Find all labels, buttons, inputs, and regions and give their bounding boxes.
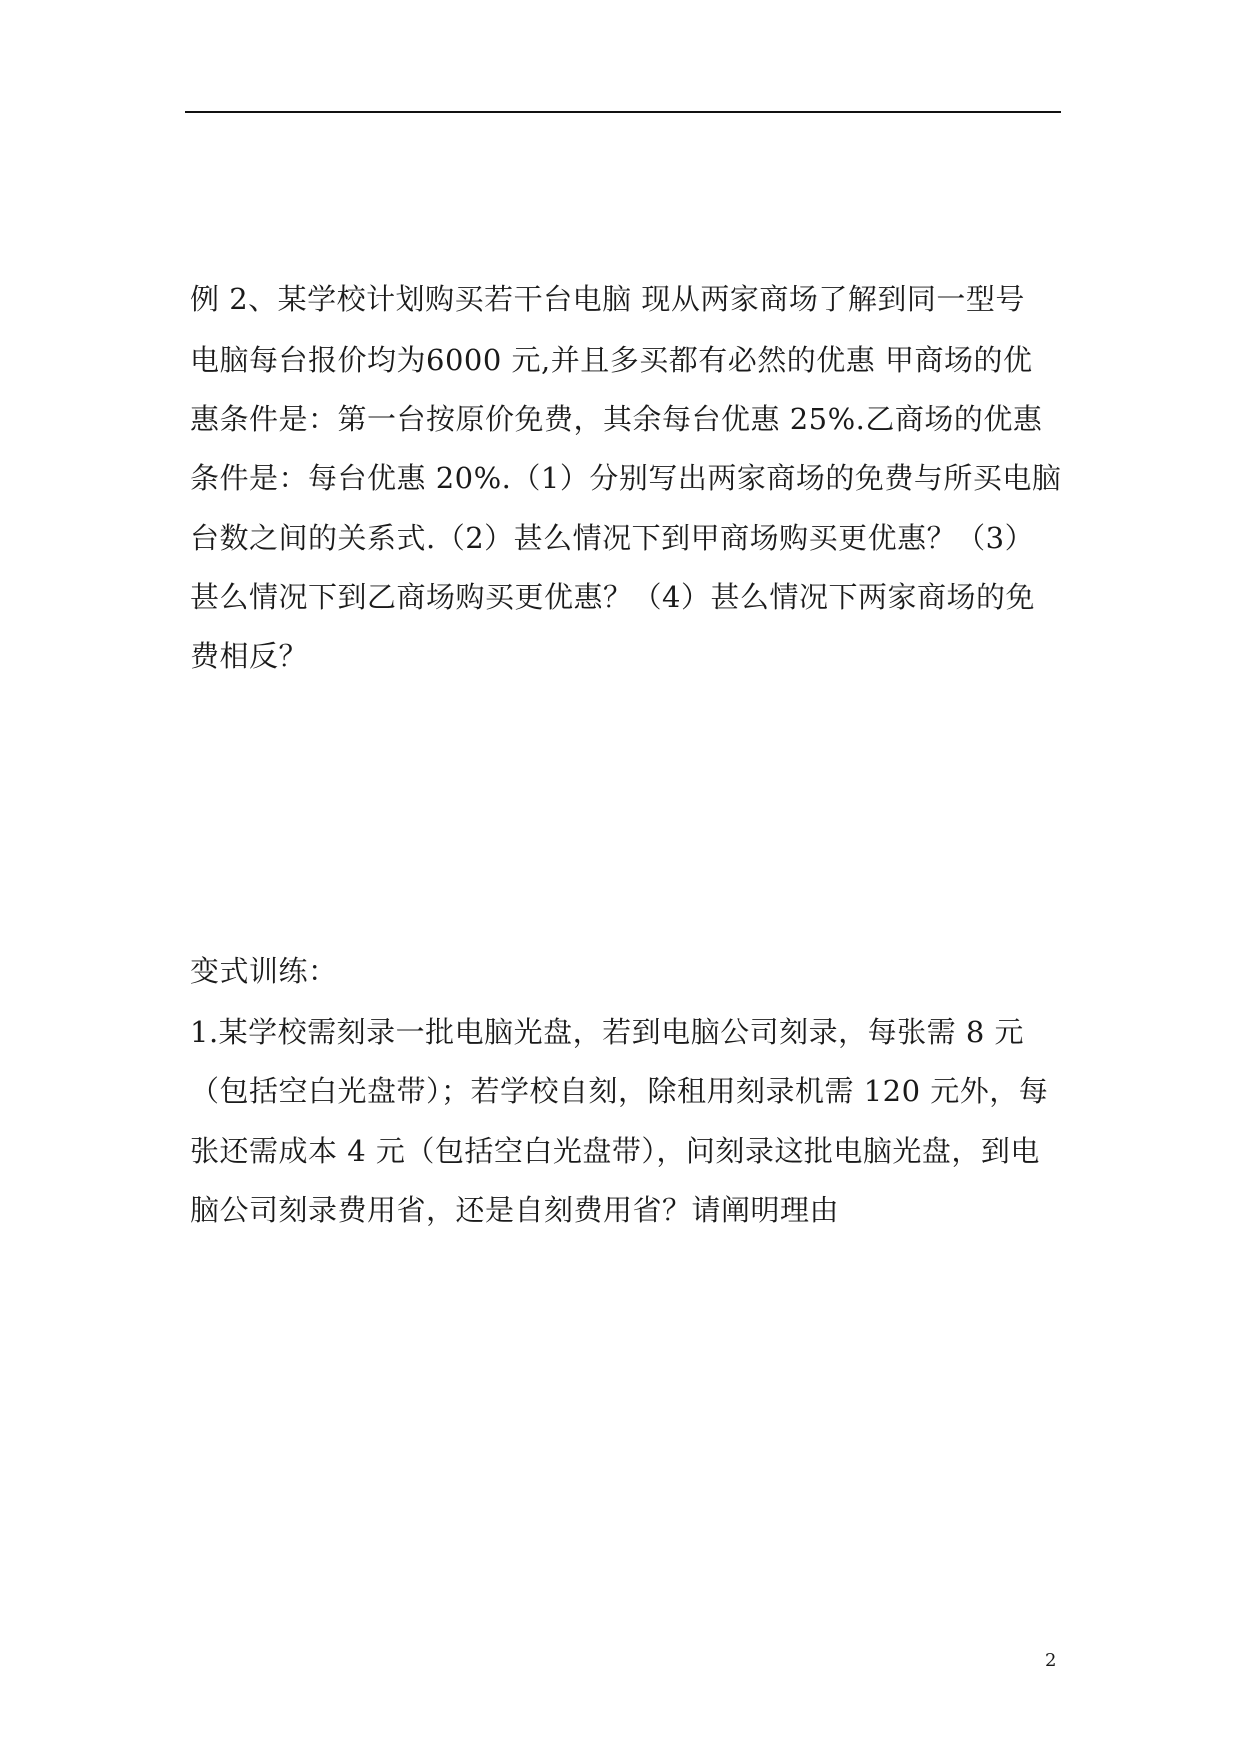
practice-line: 脑公司刻录费用省，还是自刻费用省？请阐明理由 [190,1193,840,1227]
practice-heading: 变式训练： [190,954,338,988]
example-line: 甚么情况下到乙商场购买更优惠？（4）甚么情况下两家商场的免 [190,580,1035,614]
example-line: 条件是：每台优惠 20%.（1）分别写出两家商场的免费与所买电脑 [190,461,1062,495]
example-line: 例 2、某学校计划购买若干台电脑 现从两家商场了解到同一型号 [190,282,1025,316]
example-line: 电脑每台报价均为6000 元,并且多买都有必然的优惠 甲商场的优 [190,343,1033,377]
header-rule [185,111,1061,113]
example-line: 台数之间的关系式.（2）甚么情况下到甲商场购买更优惠？（3） [190,521,1035,555]
practice-line: 张还需成本 4 元（包括空白光盘带），问刻录这批电脑光盘，到电 [190,1134,1040,1168]
page-number: 2 [1045,1650,1057,1671]
example-line: 惠条件是：第一台按原价免费，其余每台优惠 25%.乙商场的优惠 [190,402,1043,436]
practice-line: 1.某学校需刻录一批电脑光盘，若到电脑公司刻录，每张需 8 元 [190,1015,1025,1049]
example-line: 费相反？ [190,639,309,673]
practice-line: （包括空白光盘带）；若学校自刻，除租用刻录机需 120 元外，每 [190,1074,1049,1108]
